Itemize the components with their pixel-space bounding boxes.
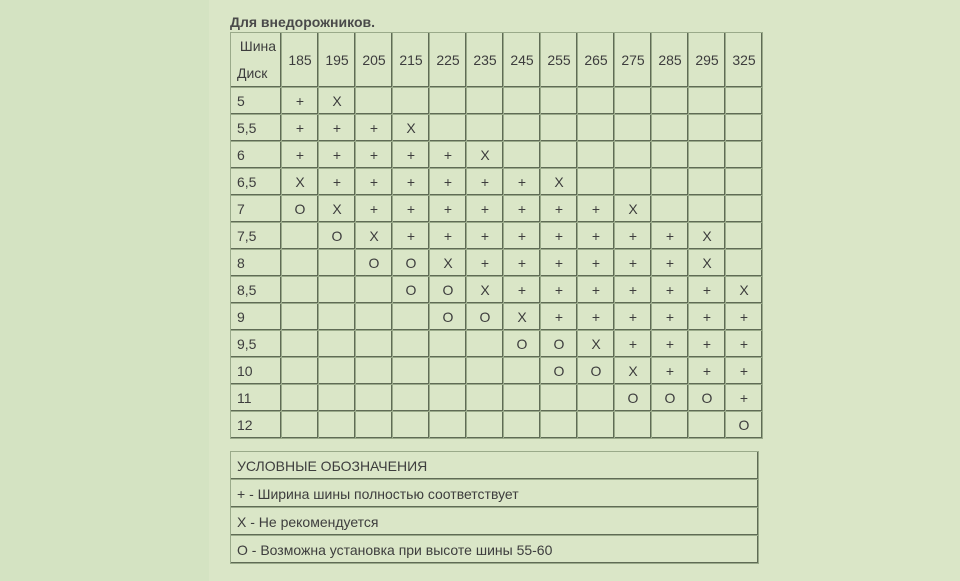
disk-size-cell: 6,5 xyxy=(231,169,282,196)
table-body xyxy=(231,88,763,439)
compatibility-cell: O xyxy=(393,250,430,277)
table-row xyxy=(231,412,763,439)
compatibility-cell: + xyxy=(356,142,393,169)
compatibility-cell xyxy=(467,385,504,412)
compatibility-cell: + xyxy=(504,277,541,304)
compatibility-cell xyxy=(319,304,356,331)
disk-size-cell: 5 xyxy=(231,88,282,115)
compatibility-cell xyxy=(652,88,689,115)
compatibility-cell: + xyxy=(689,304,726,331)
compatibility-cell: X xyxy=(689,223,726,250)
compatibility-cell: + xyxy=(652,331,689,358)
table-row xyxy=(231,169,763,196)
compatibility-cell: O xyxy=(504,331,541,358)
compatibility-cell xyxy=(356,412,393,439)
compatibility-cell: X xyxy=(578,331,615,358)
compatibility-cell: + xyxy=(319,142,356,169)
compatibility-cell xyxy=(578,385,615,412)
compatibility-cell: + xyxy=(319,115,356,142)
compatibility-cell xyxy=(356,385,393,412)
legend-row xyxy=(231,508,759,536)
table-row xyxy=(231,196,763,223)
compatibility-cell xyxy=(282,385,319,412)
compatibility-cell xyxy=(356,304,393,331)
compatibility-cell: X xyxy=(504,304,541,331)
compatibility-cell: + xyxy=(541,304,578,331)
compatibility-cell: + xyxy=(578,223,615,250)
compatibility-cell: + xyxy=(726,385,763,412)
compatibility-cell: + xyxy=(615,331,652,358)
table-row xyxy=(231,88,763,115)
compatibility-cell xyxy=(689,115,726,142)
compatibility-cell xyxy=(282,331,319,358)
compatibility-cell: + xyxy=(282,115,319,142)
compatibility-cell: + xyxy=(726,304,763,331)
compatibility-cell: + xyxy=(393,196,430,223)
compatibility-cell: O xyxy=(319,223,356,250)
compatibility-cell xyxy=(356,277,393,304)
legend-row xyxy=(231,480,759,508)
compatibility-cell xyxy=(467,331,504,358)
compatibility-cell: X xyxy=(467,142,504,169)
compatibility-cell xyxy=(541,115,578,142)
compatibility-cell xyxy=(504,115,541,142)
compatibility-cell xyxy=(541,88,578,115)
header-row xyxy=(231,33,763,88)
tire-width-header: 245 xyxy=(504,33,541,88)
compatibility-cell xyxy=(319,385,356,412)
compatibility-cell: + xyxy=(615,223,652,250)
compatibility-cell: + xyxy=(430,223,467,250)
disk-size-cell: 8 xyxy=(231,250,282,277)
compatibility-cell xyxy=(319,277,356,304)
tire-width-header: 205 xyxy=(356,33,393,88)
compatibility-cell: X xyxy=(615,358,652,385)
compatibility-cell: X xyxy=(319,88,356,115)
compatibility-cell: + xyxy=(652,304,689,331)
compatibility-cell xyxy=(356,88,393,115)
compatibility-cell xyxy=(541,142,578,169)
compatibility-cell: + xyxy=(652,358,689,385)
tire-width-header: 325 xyxy=(726,33,763,88)
disk-size-cell: 8,5 xyxy=(231,277,282,304)
compatibility-cell xyxy=(504,142,541,169)
compatibility-cell xyxy=(393,331,430,358)
compatibility-cell: X xyxy=(726,277,763,304)
compatibility-cell: + xyxy=(393,223,430,250)
table-row xyxy=(231,358,763,385)
table-row xyxy=(231,331,763,358)
compatibility-cell: O xyxy=(430,304,467,331)
compatibility-cell xyxy=(726,196,763,223)
compatibility-cell: + xyxy=(504,169,541,196)
compatibility-cell xyxy=(726,115,763,142)
tire-width-header: 235 xyxy=(467,33,504,88)
compatibility-cell: + xyxy=(689,358,726,385)
compatibility-cell xyxy=(504,358,541,385)
compatibility-cell: + xyxy=(356,196,393,223)
table-row xyxy=(231,250,763,277)
compatibility-cell xyxy=(430,385,467,412)
compatibility-cell: + xyxy=(393,142,430,169)
compatibility-cell xyxy=(652,115,689,142)
compatibility-cell xyxy=(393,304,430,331)
compatibility-cell xyxy=(652,412,689,439)
compatibility-cell: + xyxy=(467,250,504,277)
disk-size-cell: 12 xyxy=(231,412,282,439)
compatibility-cell xyxy=(578,412,615,439)
compatibility-cell xyxy=(467,88,504,115)
compatibility-cell: O xyxy=(541,331,578,358)
compatibility-cell: O xyxy=(726,412,763,439)
compatibility-cell xyxy=(356,358,393,385)
compatibility-cell: + xyxy=(689,331,726,358)
compatibility-cell: X xyxy=(356,223,393,250)
compatibility-cell xyxy=(726,250,763,277)
compatibility-cell xyxy=(282,250,319,277)
compatibility-cell: + xyxy=(430,196,467,223)
compatibility-cell xyxy=(689,142,726,169)
legend-item-o: О - Возможна установка при высоте шины 55-60 xyxy=(231,536,759,564)
compatibility-cell xyxy=(504,385,541,412)
compatibility-cell xyxy=(467,358,504,385)
compatibility-cell xyxy=(578,88,615,115)
compatibility-cell: O xyxy=(541,358,578,385)
legend-row xyxy=(231,536,759,564)
compatibility-cell: + xyxy=(541,277,578,304)
compatibility-cell xyxy=(578,115,615,142)
compatibility-cell: + xyxy=(578,250,615,277)
table-title: Для внедорожников. xyxy=(230,14,375,30)
compatibility-cell xyxy=(356,331,393,358)
compatibility-cell: + xyxy=(504,196,541,223)
table-row xyxy=(231,385,763,412)
compatibility-cell: + xyxy=(356,115,393,142)
compatibility-cell xyxy=(615,88,652,115)
compatibility-cell: O xyxy=(652,385,689,412)
compatibility-cell xyxy=(652,196,689,223)
compatibility-cell xyxy=(467,115,504,142)
compatibility-cell xyxy=(393,88,430,115)
compatibility-cell: + xyxy=(467,169,504,196)
compatibility-cell xyxy=(541,385,578,412)
tire-width-header: 195 xyxy=(319,33,356,88)
compatibility-cell: + xyxy=(726,331,763,358)
compatibility-cell: X xyxy=(282,169,319,196)
compatibility-cell xyxy=(541,412,578,439)
tire-disk-table xyxy=(230,32,763,439)
corner-header-cell xyxy=(231,33,282,88)
compatibility-cell xyxy=(726,88,763,115)
compatibility-cell: + xyxy=(430,169,467,196)
compatibility-cell xyxy=(393,385,430,412)
compatibility-cell: O xyxy=(615,385,652,412)
compatibility-cell: + xyxy=(356,169,393,196)
tire-width-header: 185 xyxy=(282,33,319,88)
compatibility-cell: O xyxy=(393,277,430,304)
tire-width-header: 265 xyxy=(578,33,615,88)
tire-width-header: 255 xyxy=(541,33,578,88)
table-row xyxy=(231,277,763,304)
legend-table xyxy=(230,451,759,564)
compatibility-cell: + xyxy=(504,223,541,250)
disk-size-cell: 7 xyxy=(231,196,282,223)
compatibility-cell xyxy=(578,142,615,169)
compatibility-cell xyxy=(689,196,726,223)
compatibility-cell: + xyxy=(578,196,615,223)
compatibility-cell xyxy=(430,358,467,385)
compatibility-cell: + xyxy=(504,250,541,277)
compatibility-cell xyxy=(726,169,763,196)
compatibility-cell: O xyxy=(356,250,393,277)
compatibility-cell xyxy=(282,277,319,304)
compatibility-cell: + xyxy=(467,196,504,223)
compatibility-cell xyxy=(615,115,652,142)
compatibility-cell xyxy=(393,412,430,439)
compatibility-cell xyxy=(319,358,356,385)
compatibility-cell xyxy=(319,412,356,439)
compatibility-cell xyxy=(393,358,430,385)
compatibility-cell xyxy=(689,169,726,196)
compatibility-cell: + xyxy=(652,277,689,304)
compatibility-cell: + xyxy=(689,277,726,304)
tire-width-header: 285 xyxy=(652,33,689,88)
compatibility-cell: + xyxy=(578,304,615,331)
disk-size-cell: 11 xyxy=(231,385,282,412)
disk-axis-label: Диск xyxy=(237,65,268,81)
compatibility-cell: + xyxy=(319,169,356,196)
compatibility-cell: + xyxy=(615,250,652,277)
compatibility-cell xyxy=(726,142,763,169)
compatibility-cell: + xyxy=(541,196,578,223)
compatibility-cell: + xyxy=(578,277,615,304)
tire-axis-label: Шина xyxy=(239,38,277,54)
compatibility-cell: + xyxy=(282,142,319,169)
compatibility-cell: + xyxy=(393,169,430,196)
compatibility-cell: O xyxy=(467,304,504,331)
compatibility-cell: + xyxy=(282,88,319,115)
tire-width-header: 225 xyxy=(430,33,467,88)
disk-size-cell: 9 xyxy=(231,304,282,331)
legend-title: УСЛОВНЫЕ ОБОЗНАЧЕНИЯ xyxy=(231,452,759,480)
compatibility-cell xyxy=(652,142,689,169)
compatibility-cell: O xyxy=(578,358,615,385)
compatibility-cell: X xyxy=(430,250,467,277)
compatibility-cell: O xyxy=(430,277,467,304)
compatibility-cell xyxy=(319,331,356,358)
compatibility-cell: X xyxy=(689,250,726,277)
tire-width-header: 295 xyxy=(689,33,726,88)
compatibility-cell xyxy=(689,412,726,439)
compatibility-cell xyxy=(615,142,652,169)
compatibility-cell: X xyxy=(541,169,578,196)
tire-width-header: 275 xyxy=(615,33,652,88)
compatibility-cell xyxy=(282,412,319,439)
disk-size-cell: 6 xyxy=(231,142,282,169)
tire-width-header: 215 xyxy=(393,33,430,88)
compatibility-cell: + xyxy=(541,223,578,250)
table-row xyxy=(231,304,763,331)
table-row xyxy=(231,223,763,250)
compatibility-cell: + xyxy=(652,250,689,277)
compatibility-cell xyxy=(430,88,467,115)
compatibility-cell xyxy=(689,88,726,115)
table-row xyxy=(231,142,763,169)
compatibility-cell xyxy=(726,223,763,250)
compatibility-cell: X xyxy=(393,115,430,142)
table-row xyxy=(231,115,763,142)
disk-size-cell: 5,5 xyxy=(231,115,282,142)
compatibility-cell xyxy=(430,412,467,439)
compatibility-cell: + xyxy=(726,358,763,385)
compatibility-cell: + xyxy=(615,304,652,331)
compatibility-cell: + xyxy=(467,223,504,250)
compatibility-cell: + xyxy=(615,277,652,304)
disk-size-cell: 10 xyxy=(231,358,282,385)
compatibility-cell xyxy=(578,169,615,196)
compatibility-cell xyxy=(282,304,319,331)
compatibility-cell: O xyxy=(282,196,319,223)
compatibility-cell: X xyxy=(319,196,356,223)
legend-item-plus: + - Ширина шины полностью соответствует xyxy=(231,480,759,508)
compatibility-cell: + xyxy=(652,223,689,250)
disk-size-cell: 7,5 xyxy=(231,223,282,250)
legend-item-x: Х - Не рекомендуется xyxy=(231,508,759,536)
compatibility-cell xyxy=(282,358,319,385)
compatibility-cell: + xyxy=(541,250,578,277)
disk-size-cell: 9,5 xyxy=(231,331,282,358)
compatibility-cell xyxy=(282,223,319,250)
compatibility-cell xyxy=(430,331,467,358)
compatibility-cell: O xyxy=(689,385,726,412)
compatibility-cell xyxy=(319,250,356,277)
compatibility-cell: + xyxy=(430,142,467,169)
compatibility-cell xyxy=(504,88,541,115)
compatibility-cell xyxy=(430,115,467,142)
compatibility-cell: X xyxy=(467,277,504,304)
compatibility-cell xyxy=(652,169,689,196)
compatibility-cell: X xyxy=(615,196,652,223)
compatibility-cell xyxy=(615,412,652,439)
legend-row xyxy=(231,452,759,480)
compatibility-cell xyxy=(504,412,541,439)
compatibility-cell xyxy=(467,412,504,439)
compatibility-cell xyxy=(615,169,652,196)
